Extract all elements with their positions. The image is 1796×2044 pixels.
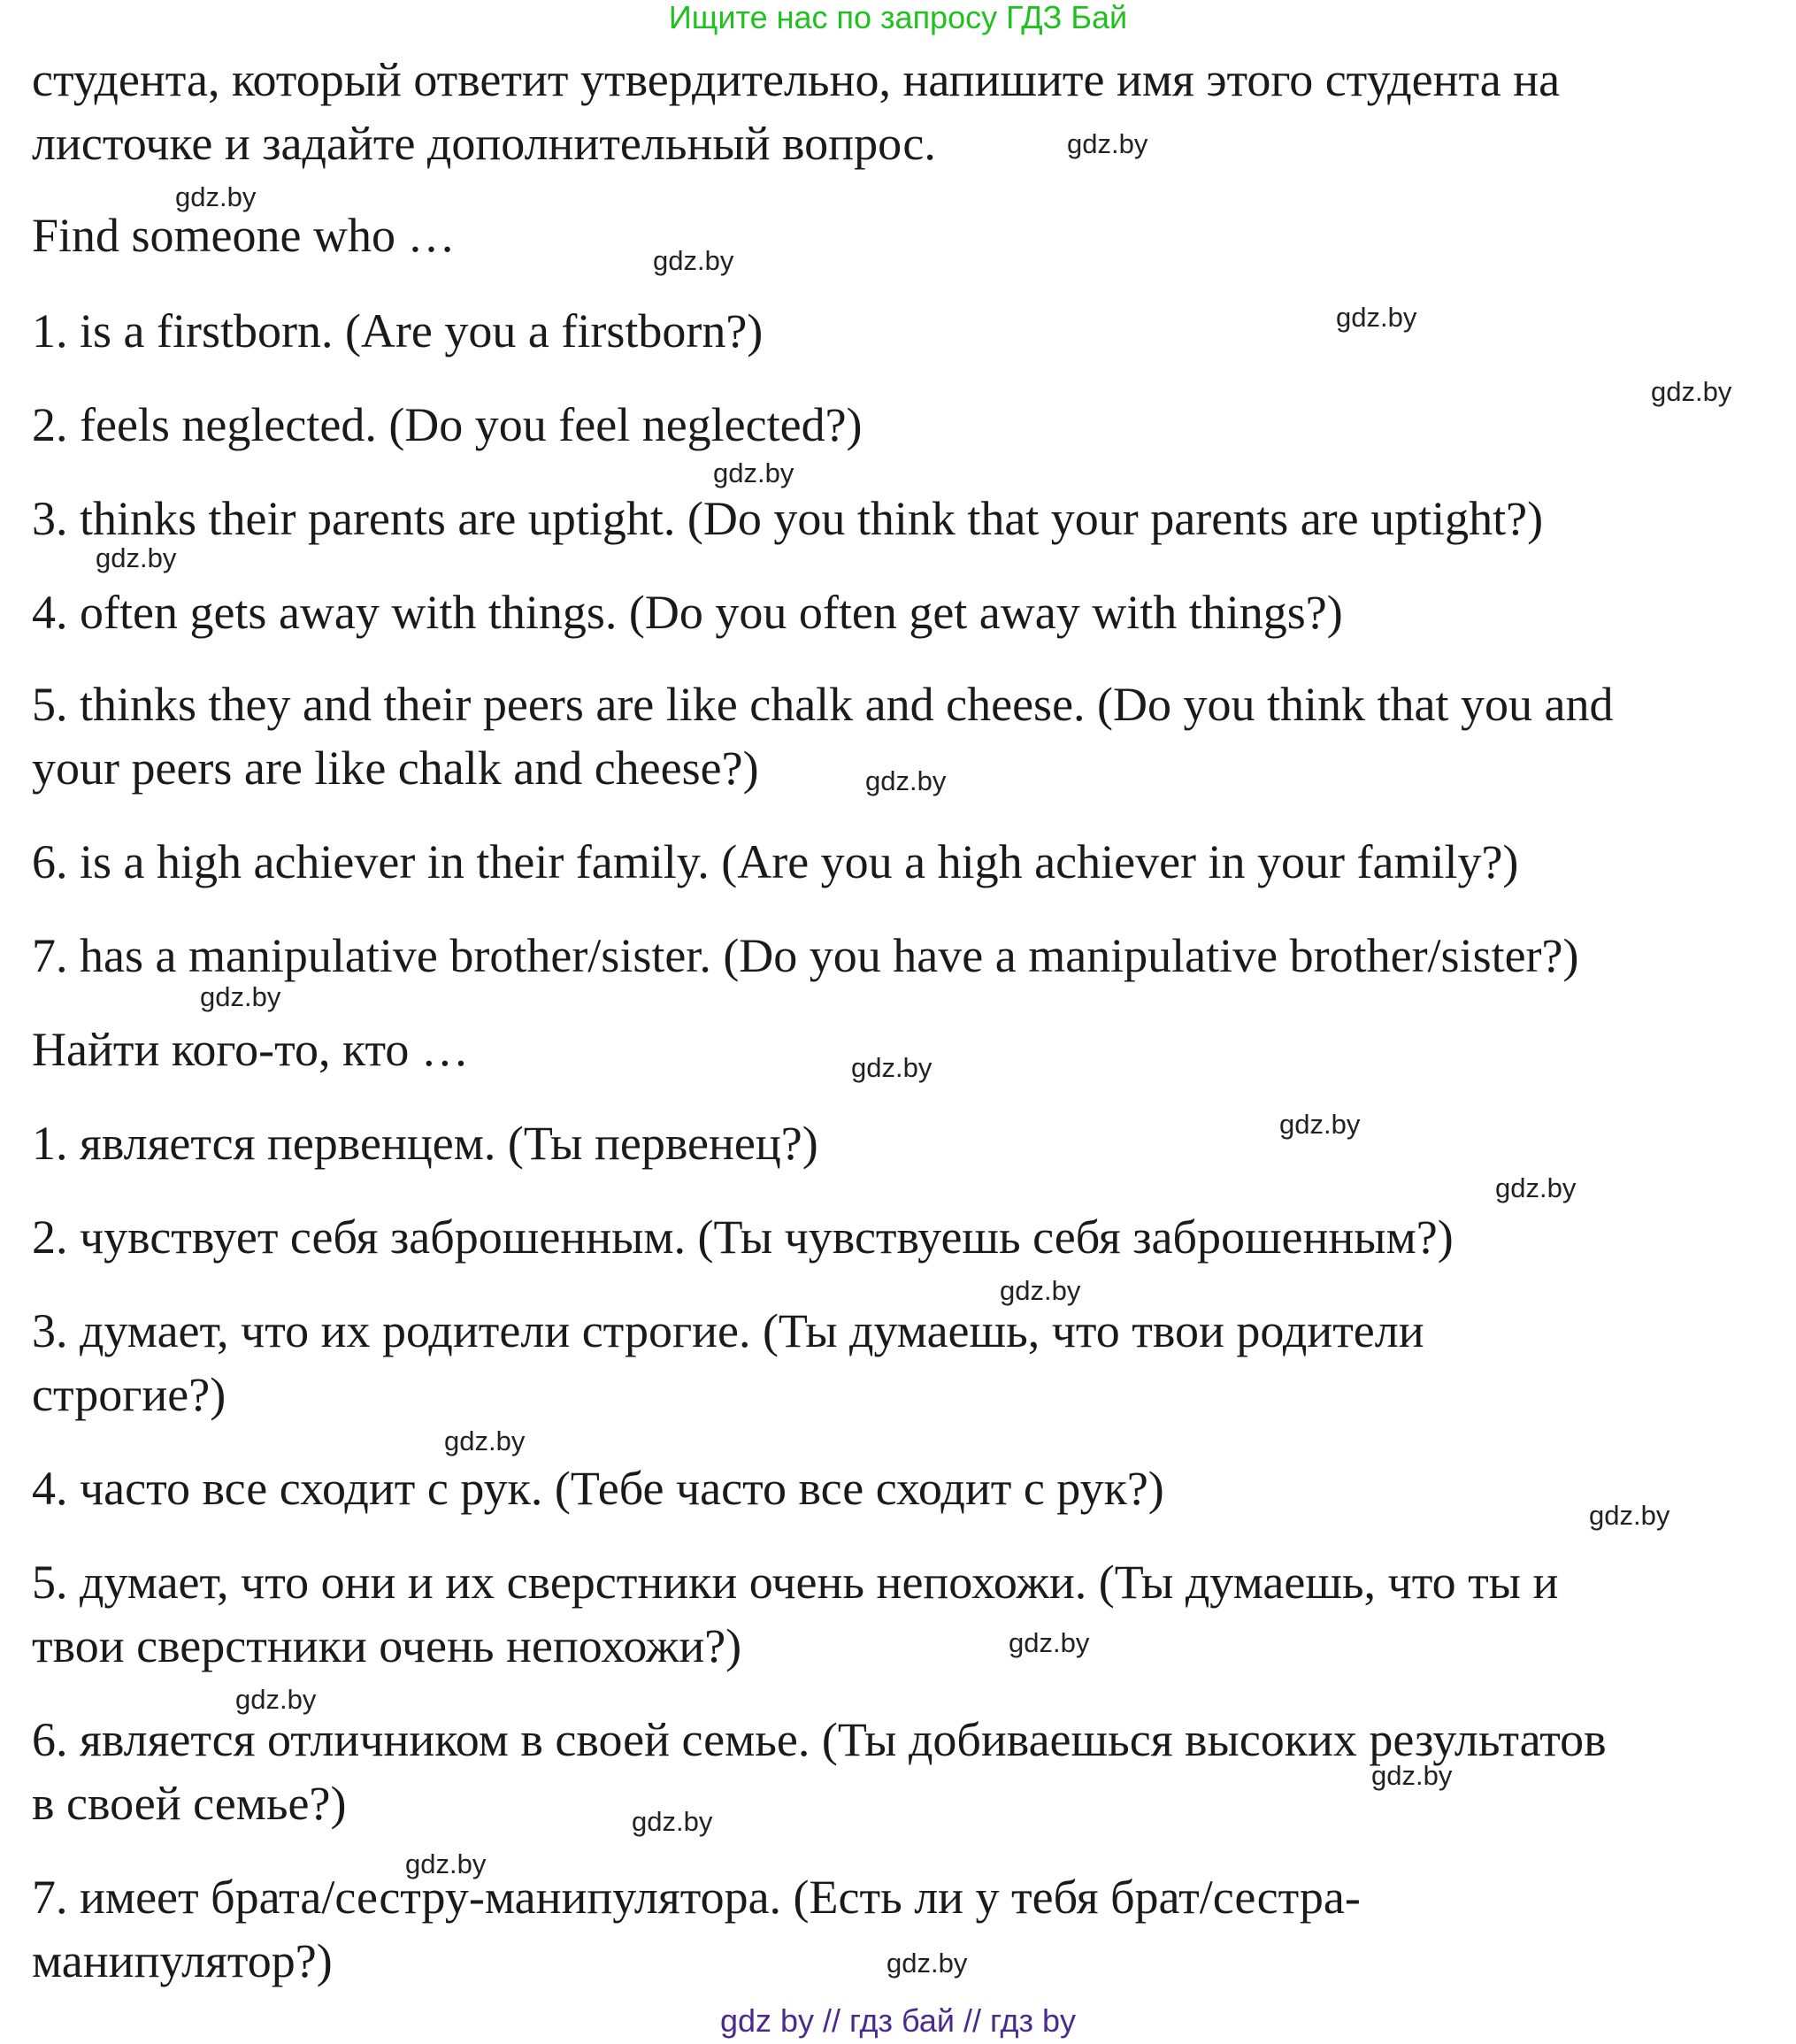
- watermark: gdz.by: [1371, 1760, 1453, 1791]
- list-item-ru-3: [32, 1299, 1424, 1426]
- text-line: 7. имеет брата/сестру-манипулятора. (Есть ли у тебя брат/сестра-: [32, 1871, 1361, 1924]
- text-line: строгие?): [32, 1368, 226, 1421]
- watermark: gdz.by: [235, 1684, 317, 1715]
- list-item-en-6: [32, 830, 1518, 894]
- text-line: 6. является отличником в своей семье. (Ты добиваешься высоких результатов: [32, 1713, 1607, 1766]
- text-line: 1. is a firstborn. (Are you a firstborn?): [32, 304, 764, 357]
- list-item-en-5: [32, 672, 1613, 800]
- watermark: gdz.by: [653, 245, 734, 276]
- watermark: gdz.by: [405, 1848, 487, 1879]
- watermark: gdz.by: [865, 765, 947, 796]
- text-line: 3. thinks their parents are uptight. (Do you think that your parents are uptight?): [32, 492, 1544, 545]
- list-heading-en: [32, 204, 456, 267]
- footer-site-links[interactable]: gdz by // гдз бай // гдз by: [719, 2002, 1077, 2039]
- text-line: Найти кого-то, кто …: [32, 1023, 469, 1076]
- text-line: your peers are like chalk and cheese?): [32, 742, 759, 795]
- list-item-en-2: [32, 393, 863, 457]
- text-line: 5. thinks they and their peers are like chalk and cheese. (Do you think that you and: [32, 678, 1614, 731]
- text-line: 2. чувствует себя заброшенным. (Ты чувствуешь себя заброшенным?): [32, 1210, 1454, 1264]
- text-line: 2. feels neglected. (Do you feel neglected?): [32, 398, 863, 451]
- list-item-ru-5: [32, 1550, 1558, 1678]
- text-line: Find someone who …: [32, 209, 456, 262]
- watermark: gdz.by: [886, 1948, 968, 1979]
- intro-paragraph: [32, 48, 1560, 175]
- watermark: gdz.by: [1067, 128, 1148, 159]
- text-line: 4. often gets away with things. (Do you often get away with things?): [32, 586, 1343, 639]
- list-item-ru-7: [32, 1865, 1361, 1993]
- watermark: gdz.by: [1336, 302, 1417, 333]
- site-search-hint[interactable]: Ищите нас по запросу ГДЗ Бай: [668, 0, 1128, 35]
- text-line: твои сверстники очень непохожи?): [32, 1619, 742, 1672]
- watermark: gdz.by: [1589, 1500, 1670, 1531]
- watermark: gdz.by: [1495, 1172, 1577, 1203]
- watermark: gdz.by: [96, 542, 177, 573]
- list-item-en-3: [32, 487, 1543, 550]
- text-line: в своей семье?): [32, 1777, 347, 1830]
- text-line: 5. думает, что они и их сверстники очень непохожи. (Ты думаешь, что ты и: [32, 1556, 1559, 1609]
- watermark: gdz.by: [713, 457, 794, 488]
- list-item-ru-1: [32, 1111, 818, 1175]
- watermark: gdz.by: [1009, 1627, 1090, 1658]
- text-line: листочке и задайте дополнительный вопрос.: [32, 117, 936, 170]
- text-line: 6. is a high achiever in their family. (Are you a high achiever in your family?): [32, 835, 1519, 888]
- list-item-en-7: [32, 924, 1579, 987]
- list-item-ru-2: [32, 1205, 1454, 1269]
- text-line: 7. has a manipulative brother/sister. (Do you have a manipulative brother/sister?): [32, 929, 1579, 982]
- text-line: 1. является первенцем. (Ты первенец?): [32, 1117, 818, 1170]
- list-item-ru-4: [32, 1456, 1164, 1520]
- watermark: gdz.by: [175, 181, 257, 212]
- list-heading-ru: [32, 1018, 469, 1081]
- text-line: манипулятор?): [32, 1934, 333, 1987]
- text-line: студента, который ответит утвердительно, напишите имя этого студента на: [32, 53, 1561, 106]
- watermark: gdz.by: [1279, 1109, 1361, 1140]
- watermark: gdz.by: [632, 1806, 713, 1837]
- text-line: 3. думает, что их родители строгие. (Ты думаешь, что твои родители: [32, 1304, 1424, 1357]
- watermark: gdz.by: [851, 1052, 933, 1083]
- watermark: gdz.by: [1651, 376, 1732, 407]
- text-line: 4. часто все сходит с рук. (Тебе часто все сходит с рук?): [32, 1462, 1164, 1515]
- watermark: gdz.by: [200, 981, 281, 1012]
- list-item-ru-6: [32, 1708, 1607, 1835]
- watermark: gdz.by: [1000, 1275, 1081, 1306]
- watermark: gdz.by: [444, 1425, 526, 1456]
- list-item-en-4: [32, 580, 1343, 644]
- list-item-en-1: [32, 299, 763, 363]
